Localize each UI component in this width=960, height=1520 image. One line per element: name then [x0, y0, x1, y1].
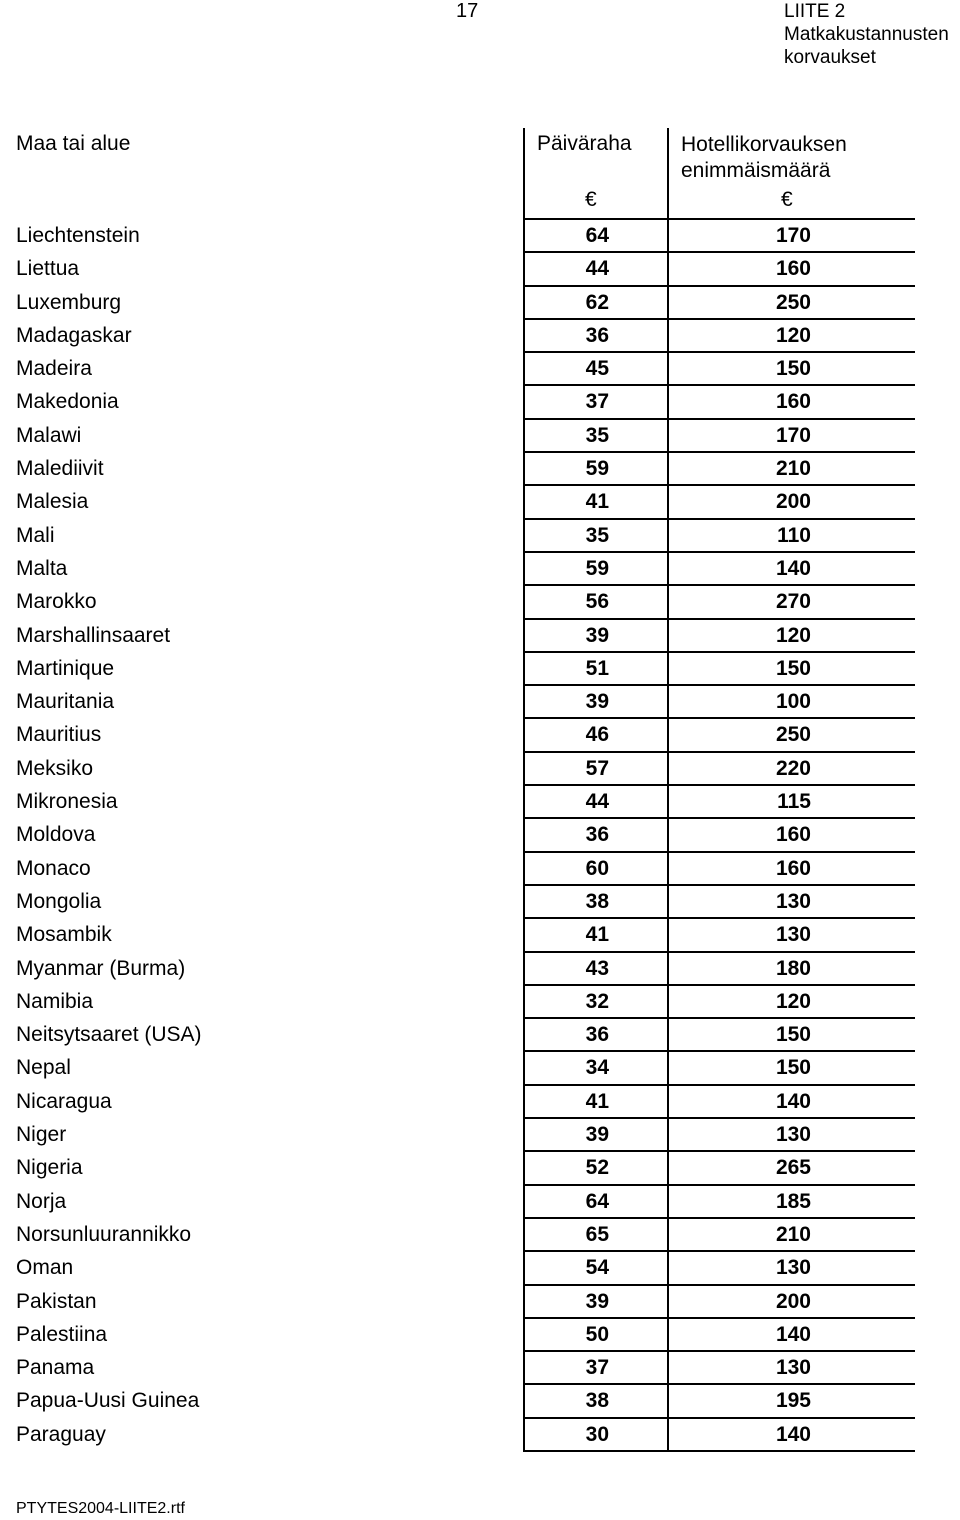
hotel-cell: 110 — [777, 523, 811, 547]
hotel-cell: 160 — [775, 823, 811, 847]
country-cell: Mali — [16, 523, 55, 547]
table-row — [0, 453, 960, 486]
hotel-cell: 115 — [777, 790, 811, 814]
table-row — [0, 1252, 960, 1285]
table-body — [0, 220, 960, 1452]
table-row — [0, 1152, 960, 1185]
allowance-cell: 59 — [585, 457, 609, 481]
country-cell: Liechtenstein — [16, 224, 140, 247]
table-row — [0, 853, 960, 886]
table-row — [0, 420, 960, 453]
allowance-cell: 57 — [585, 756, 609, 780]
column-header-hotel-line-1: Hotellikorvauksen — [681, 133, 847, 156]
table-row — [0, 220, 960, 253]
column-header-allowance: Päiväraha — [537, 132, 632, 155]
allowance-cell: 38 — [585, 1389, 609, 1413]
table-row — [0, 620, 960, 653]
appendix-line-1: LIITE 2 — [784, 1, 846, 22]
table-row — [0, 553, 960, 586]
country-cell: Malta — [16, 556, 68, 580]
country-cell: Panama — [16, 1356, 95, 1380]
hotel-cell: 265 — [775, 1156, 811, 1180]
appendix-title — [784, 0, 949, 69]
country-cell: Namibia — [16, 989, 94, 1013]
country-cell: Nepal — [16, 1056, 71, 1080]
country-cell: Mongolia — [16, 889, 102, 913]
table-row — [0, 1086, 960, 1119]
allowance-cell: 65 — [585, 1222, 609, 1246]
country-cell: Malawi — [16, 423, 82, 447]
hotel-cell: 140 — [775, 1422, 811, 1446]
hotel-cell: 250 — [775, 723, 811, 747]
hotel-cell: 195 — [775, 1389, 811, 1413]
country-cell: Oman — [16, 1256, 74, 1280]
hotel-cell: 160 — [775, 856, 811, 880]
hotel-cell: 200 — [775, 490, 811, 514]
page-number: 17 — [456, 0, 479, 22]
table-row — [0, 320, 960, 353]
allowance-cell: 60 — [585, 856, 609, 880]
table-row — [0, 686, 960, 719]
table-row — [0, 520, 960, 553]
table-row — [0, 287, 960, 320]
hotel-cell: 250 — [775, 290, 811, 314]
table-row — [0, 353, 960, 386]
table-row — [0, 1119, 960, 1152]
country-cell: Mauritius — [16, 723, 102, 747]
table-row — [0, 953, 960, 986]
allowance-cell: 36 — [585, 323, 609, 347]
country-cell: Madagaskar — [16, 323, 132, 347]
appendix-line-2: Matkakustannusten — [784, 24, 949, 45]
table-row — [0, 786, 960, 819]
column-header-hotel — [681, 132, 847, 184]
appendix-line-3: korvaukset — [784, 47, 876, 68]
table-row — [0, 1419, 960, 1452]
hotel-cell: 100 — [775, 690, 811, 714]
allowance-cell: 32 — [585, 989, 609, 1013]
allowance-cell: 36 — [585, 1023, 609, 1047]
hotel-cell: 130 — [775, 1356, 811, 1380]
table-row — [0, 253, 960, 286]
table-row — [0, 386, 960, 419]
country-cell: Nicaragua — [16, 1089, 112, 1113]
country-cell: Liettua — [16, 257, 80, 281]
table-row — [0, 1019, 960, 1052]
country-cell: Paraguay — [16, 1422, 106, 1446]
column-header-country: Maa tai alue — [16, 132, 131, 155]
country-cell: Madeira — [16, 357, 92, 381]
country-cell: Niger — [16, 1123, 67, 1147]
hotel-cell: 140 — [775, 1322, 811, 1346]
table-row — [0, 1186, 960, 1219]
allowance-cell: 50 — [585, 1322, 609, 1346]
table-row — [0, 719, 960, 752]
country-cell: Mauritania — [16, 690, 115, 714]
allowance-cell: 35 — [585, 523, 609, 547]
country-cell: Monaco — [16, 856, 91, 880]
country-cell: Myanmar (Burma) — [16, 956, 186, 980]
table-row — [0, 753, 960, 786]
allowance-cell: 64 — [585, 1189, 609, 1213]
column-header-hotel-line-2: enimmäismäärä — [681, 159, 831, 182]
allowance-cell: 46 — [585, 723, 609, 747]
allowance-cell: 54 — [585, 1256, 609, 1280]
allowance-cell: 34 — [585, 1056, 609, 1080]
allowance-cell: 41 — [585, 490, 609, 514]
hotel-cell: 130 — [775, 1123, 811, 1147]
country-cell: Malediivit — [16, 457, 104, 481]
table-row — [0, 1052, 960, 1085]
footer-filename: PTYTES2004-LIITE2.rtf — [16, 1500, 185, 1517]
table-row — [0, 1219, 960, 1252]
allowance-cell: 44 — [585, 790, 609, 814]
hotel-cell: 160 — [775, 390, 811, 414]
hotel-cell: 140 — [775, 1089, 811, 1113]
country-cell: Mosambik — [16, 923, 112, 947]
currency-allowance: € — [585, 188, 597, 211]
country-cell: Luxemburg — [16, 290, 122, 314]
allowance-cell: 51 — [585, 656, 609, 680]
country-cell: Marokko — [16, 590, 97, 614]
country-cell: Mikronesia — [16, 790, 118, 814]
hotel-cell: 120 — [775, 989, 811, 1013]
allowance-cell: 30 — [585, 1422, 609, 1446]
hotel-cell: 160 — [775, 257, 811, 281]
hotel-cell: 130 — [775, 1256, 811, 1280]
allowance-table — [0, 128, 960, 1452]
allowance-cell: 56 — [585, 590, 609, 614]
hotel-cell: 270 — [775, 590, 811, 614]
hotel-cell: 210 — [775, 1222, 811, 1246]
allowance-cell: 39 — [585, 690, 609, 714]
country-cell: Meksiko — [16, 756, 94, 780]
hotel-cell: 120 — [775, 323, 811, 347]
hotel-cell: 200 — [775, 1289, 811, 1313]
country-cell: Pakistan — [16, 1289, 97, 1313]
country-cell: Marshallinsaaret — [16, 623, 171, 647]
country-cell: Norsunluurannikko — [16, 1222, 192, 1246]
country-cell: Nigeria — [16, 1156, 83, 1180]
hotel-cell: 140 — [775, 556, 811, 580]
table-row — [0, 1319, 960, 1352]
allowance-cell: 52 — [585, 1156, 609, 1180]
hotel-cell: 220 — [775, 756, 811, 780]
country-cell: Palestiina — [16, 1322, 108, 1346]
allowance-cell: 59 — [585, 556, 609, 580]
table-row — [0, 819, 960, 852]
hotel-cell: 150 — [775, 656, 811, 680]
country-cell: Norja — [16, 1189, 67, 1213]
hotel-cell: 210 — [775, 457, 811, 481]
country-cell: Malesia — [16, 490, 89, 514]
country-cell: Neitsytsaaret (USA) — [16, 1023, 202, 1047]
hotel-cell: 150 — [775, 357, 811, 381]
hotel-cell: 170 — [775, 224, 811, 247]
hotel-cell: 120 — [775, 623, 811, 647]
allowance-cell: 43 — [585, 956, 609, 980]
hotel-cell: 150 — [775, 1023, 811, 1047]
allowance-cell: 45 — [585, 357, 609, 381]
table-row — [0, 586, 960, 619]
allowance-cell: 38 — [585, 889, 609, 913]
allowance-cell: 37 — [585, 390, 609, 414]
table-row — [0, 1286, 960, 1319]
table-row — [0, 1352, 960, 1385]
table-row — [0, 653, 960, 686]
currency-hotel: € — [781, 188, 793, 211]
table-row — [0, 1385, 960, 1418]
table-row — [0, 919, 960, 952]
hotel-cell: 185 — [775, 1189, 811, 1213]
country-cell: Papua-Uusi Guinea — [16, 1389, 200, 1413]
allowance-cell: 36 — [585, 823, 609, 847]
allowance-cell: 62 — [585, 290, 609, 314]
allowance-cell: 39 — [585, 623, 609, 647]
hotel-cell: 130 — [775, 889, 811, 913]
allowance-cell: 37 — [585, 1356, 609, 1380]
allowance-cell: 41 — [585, 923, 609, 947]
hotel-cell: 170 — [775, 423, 811, 447]
country-cell: Martinique — [16, 656, 115, 680]
hotel-cell: 130 — [775, 923, 811, 947]
table-row — [0, 986, 960, 1019]
allowance-cell: 39 — [585, 1289, 609, 1313]
country-cell: Makedonia — [16, 390, 119, 414]
hotel-cell: 150 — [775, 1056, 811, 1080]
country-cell: Moldova — [16, 823, 96, 847]
table-row — [0, 486, 960, 519]
allowance-cell: 44 — [585, 257, 609, 281]
table-row — [0, 886, 960, 919]
row-divider — [524, 1450, 915, 1452]
allowance-cell: 41 — [585, 1089, 609, 1113]
allowance-cell: 39 — [585, 1123, 609, 1147]
allowance-cell: 35 — [585, 423, 609, 447]
allowance-cell: 64 — [585, 224, 609, 247]
hotel-cell: 180 — [775, 956, 811, 980]
